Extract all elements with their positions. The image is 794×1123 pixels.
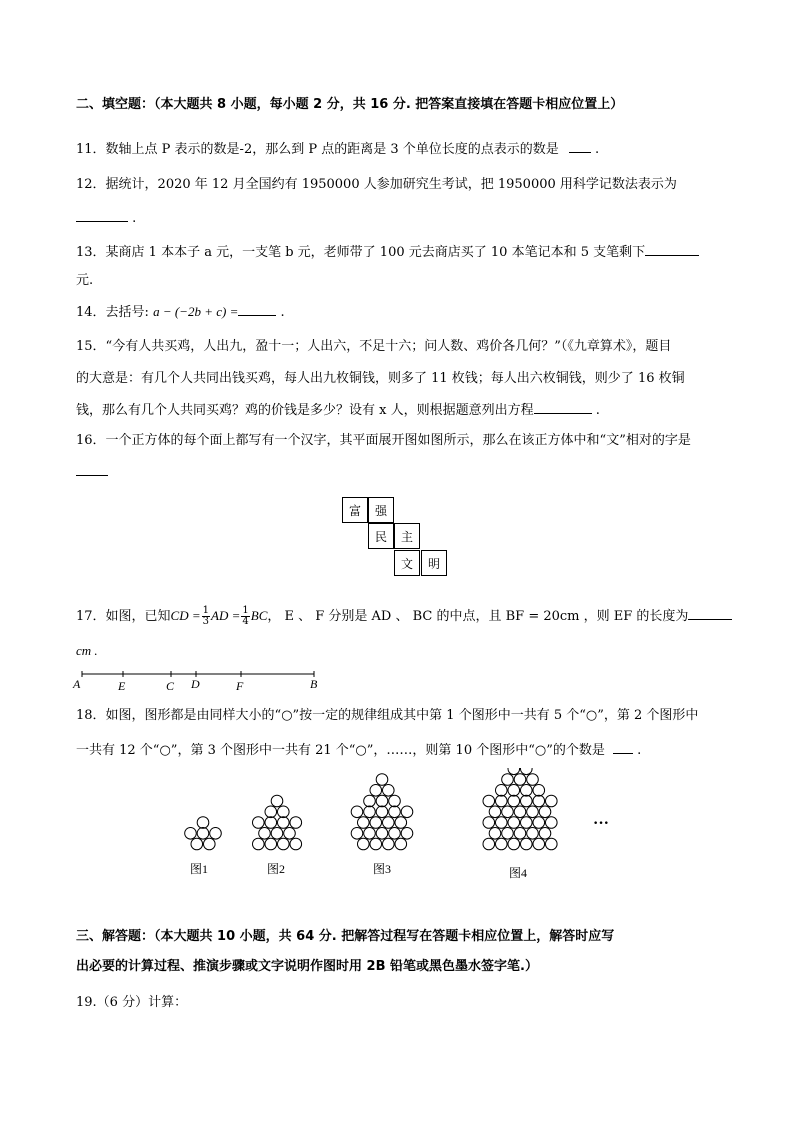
question-15-line3	[76, 400, 600, 420]
circle-fig1	[185, 828, 197, 840]
q12-end: .	[132, 211, 137, 226]
circle-fig2	[265, 838, 277, 850]
net-cell-5: 文	[394, 550, 420, 576]
label-c: C	[166, 679, 175, 692]
circle-fig3	[364, 806, 376, 818]
circle-fig4	[546, 838, 558, 850]
circle-fig3	[370, 838, 382, 850]
circle-fig4	[483, 817, 495, 829]
net-cell-2: 强	[368, 497, 394, 523]
continuation-dots: ···	[593, 815, 610, 832]
q18-end: .	[637, 743, 642, 758]
circle-fig2	[271, 795, 283, 807]
q13-text: 13．某商店 1 本本子 a 元，一支笔 b 元，老师带了 100 元去商店买了 10 本笔记本和 5 支笔剩下	[76, 245, 646, 260]
circle-fig2	[278, 838, 290, 850]
circle-fig3	[370, 817, 382, 829]
label-d: D	[191, 677, 200, 691]
circle-fig2	[290, 838, 302, 850]
circle-fig4	[533, 795, 545, 807]
circle-fig2	[253, 838, 265, 850]
q15-end: .	[595, 403, 600, 418]
circle-fig3	[395, 817, 407, 829]
circle-fig4	[521, 795, 533, 807]
section3-title-line1: 三、解答题：（本大题共 10 小题，共 64 分. 把解答过程写在答题卡相应位置上，解答时应写	[76, 929, 615, 944]
q18-answer-blank	[613, 740, 633, 754]
circle-fig3	[401, 828, 413, 840]
circle-fig4	[521, 817, 533, 829]
circle-fig3	[370, 785, 382, 797]
q13-answer-blank	[645, 242, 699, 256]
label-b: B	[310, 677, 318, 691]
circle-fig3	[389, 806, 401, 818]
circle-fig4	[489, 806, 501, 818]
circle-fig4	[496, 785, 508, 797]
q14-expression: a − (−2b + c) =	[153, 304, 239, 319]
q18-text: 一共有 12 个“○”，第 3 个图形中一共有 21 个“○”，……，则第 10 个图形中“○”的个数是	[76, 743, 605, 758]
question-17-line1	[76, 603, 732, 630]
net-cell-6: 明	[421, 550, 447, 576]
question-12-line2	[76, 208, 136, 228]
question-12-line1: 12．据统计，2020 年 12 月全国约有 1950000 人参加研究生考试，把 1950000 用科学记数法表示为	[76, 177, 677, 192]
segment-figure	[70, 666, 330, 692]
circle-fig3	[364, 795, 376, 807]
circle-fig1	[204, 838, 216, 850]
circle-fig3	[358, 838, 370, 850]
circle-fig2	[265, 817, 277, 829]
circle-fig4	[496, 817, 508, 829]
circle-fig4	[533, 785, 545, 797]
q15-answer-blank	[534, 400, 592, 414]
net-cell-1: 富	[342, 497, 368, 523]
circle-fig3	[383, 817, 395, 829]
q16-answer-blank	[76, 462, 108, 476]
question-11	[76, 139, 599, 159]
circle-fig4	[496, 795, 508, 807]
circle-fig4	[483, 838, 495, 850]
circle-fig1	[197, 828, 209, 840]
question-16-line1: 16．一个正方体的每个面上都写有一个汉字，其平面展开图如图所示，那么在该正方体中和“文”相对的字是	[76, 433, 691, 448]
circle-fig4	[527, 828, 539, 840]
circle-fig3	[376, 795, 388, 807]
question-16-line2	[76, 462, 108, 482]
fig3-label: 图3	[373, 862, 392, 876]
net-cell-4: 主	[394, 523, 420, 549]
circle-fig4	[527, 806, 539, 818]
q17-prefix: 17．如图，已知	[76, 609, 171, 624]
q14-answer-blank	[238, 302, 276, 316]
circle-fig4	[489, 828, 501, 840]
question-13-line1	[76, 242, 699, 262]
circle-fig3	[376, 828, 388, 840]
circle-fig4	[533, 838, 545, 850]
q17-answer-blank	[688, 606, 732, 620]
circle-fig4	[521, 785, 533, 797]
frac1-den: 3	[202, 616, 210, 627]
fig1-label: 图1	[190, 862, 209, 876]
circle-fig4	[546, 817, 558, 829]
circle-fig4	[508, 785, 520, 797]
circle-fig4	[502, 828, 514, 840]
circle-fig4	[514, 774, 526, 786]
question-17-line2: cm .	[76, 643, 98, 658]
q17-middle-text: ， E 、 F 分别是 AD 、 BC 的中点，且 BF = 20cm ，则 EF 的长度为	[267, 609, 689, 624]
circle-fig2	[271, 828, 283, 840]
circle-fig3	[376, 806, 388, 818]
fig2-label: 图2	[267, 862, 286, 876]
circle-fig1	[197, 817, 209, 829]
circle-fig3	[376, 774, 388, 786]
q15-text: 钱，那么有几个人共同买鸡？鸡的价钱是多少？设有 x 人，则根据题意列出方程	[76, 403, 534, 418]
circle-fig2	[278, 806, 290, 818]
circle-fig4	[508, 838, 520, 850]
circle-fig3	[364, 828, 376, 840]
q14-end: .	[280, 305, 285, 320]
question-13-line2: 元.	[76, 273, 94, 288]
circle-fig2	[290, 817, 302, 829]
question-18-line2	[76, 740, 641, 760]
frac2-den: 4	[242, 616, 249, 627]
circle-fig3	[351, 828, 363, 840]
q17-frac1	[202, 606, 210, 627]
q17-bc: BC	[250, 608, 268, 623]
label-e: E	[118, 679, 126, 692]
circle-fig4	[496, 838, 508, 850]
circle-fig4	[514, 828, 526, 840]
q17-cd: CD =	[170, 608, 201, 623]
circle-fig3	[389, 828, 401, 840]
circle-fig4	[539, 806, 551, 818]
circle-fig3	[383, 838, 395, 850]
q17-ad: AD =	[211, 608, 241, 623]
q12-answer-blank	[76, 208, 128, 222]
circle-fig2	[259, 828, 271, 840]
net-cell-3: 民	[368, 523, 394, 549]
frac1-num: 1	[202, 605, 210, 616]
circle-fig3	[389, 795, 401, 807]
circle-fig2	[265, 806, 277, 818]
circle-fig3	[351, 806, 363, 818]
fig4-label: 图4	[509, 866, 528, 880]
circle-fig4	[508, 795, 520, 807]
frac2-num: 1	[242, 605, 249, 616]
circle-fig2	[284, 828, 296, 840]
question-15-line1: 15．“今有人共买鸡，人出九，盈十一；人出六，不足十六；问人数、鸡价各几何？”（《九章算术》，题目	[76, 339, 672, 354]
question-14	[76, 302, 285, 322]
circle-fig4	[502, 774, 514, 786]
circle-fig4	[533, 817, 545, 829]
circle-layer	[185, 768, 557, 850]
circle-fig4	[539, 828, 551, 840]
label-a: A	[73, 677, 81, 691]
q11-end: .	[595, 142, 600, 157]
question-15-line2: 的大意是：有几个人共同出钱买鸡，每人出九枚铜钱，则多了 11 枚钱；每人出六枚铜钱，则少了 16 枚铜	[76, 371, 685, 386]
q17-frac2	[241, 606, 249, 627]
circle-fig4	[514, 806, 526, 818]
circle-fig3	[358, 817, 370, 829]
circle-fig1	[210, 828, 222, 840]
label-f: F	[236, 679, 244, 692]
section2-title: 二、填空题：（本大题共 8 小题，每小题 2 分，共 16 分. 把答案直接填在答题卡相应位置上）	[76, 97, 624, 112]
circle-fig4	[508, 817, 520, 829]
circle-fig4	[546, 795, 558, 807]
circle-fig2	[278, 817, 290, 829]
q11-text: 11．数轴上点 P 表示的数是-2，那么到 P 点的距离是 3 个单位长度的点表示的数是	[76, 142, 559, 157]
circle-fig4	[521, 838, 533, 850]
q11-answer-blank	[569, 139, 591, 153]
circle-pattern-figure	[170, 768, 630, 884]
circle-fig4	[527, 774, 539, 786]
circle-fig2	[253, 817, 265, 829]
circle-fig3	[383, 785, 395, 797]
circle-fig3	[395, 838, 407, 850]
question-19: 19.（6 分）计算：	[76, 995, 188, 1010]
q14-prefix: 14．去括号:	[76, 305, 149, 320]
circle-fig1	[191, 838, 203, 850]
circle-fig4	[502, 806, 514, 818]
question-18-line1: 18．如图，图形都是由同样大小的“○”按一定的规律组成其中第 1 个图形中一共有 5 个“○”，第 2 个图形中	[76, 708, 699, 723]
circle-fig3	[401, 806, 413, 818]
section3-title-line2: 出必要的计算过程、推演步骤或文字说明作图时用 2B 铅笔或黑色墨水签字笔.）	[76, 959, 538, 974]
circle-fig4	[483, 795, 495, 807]
